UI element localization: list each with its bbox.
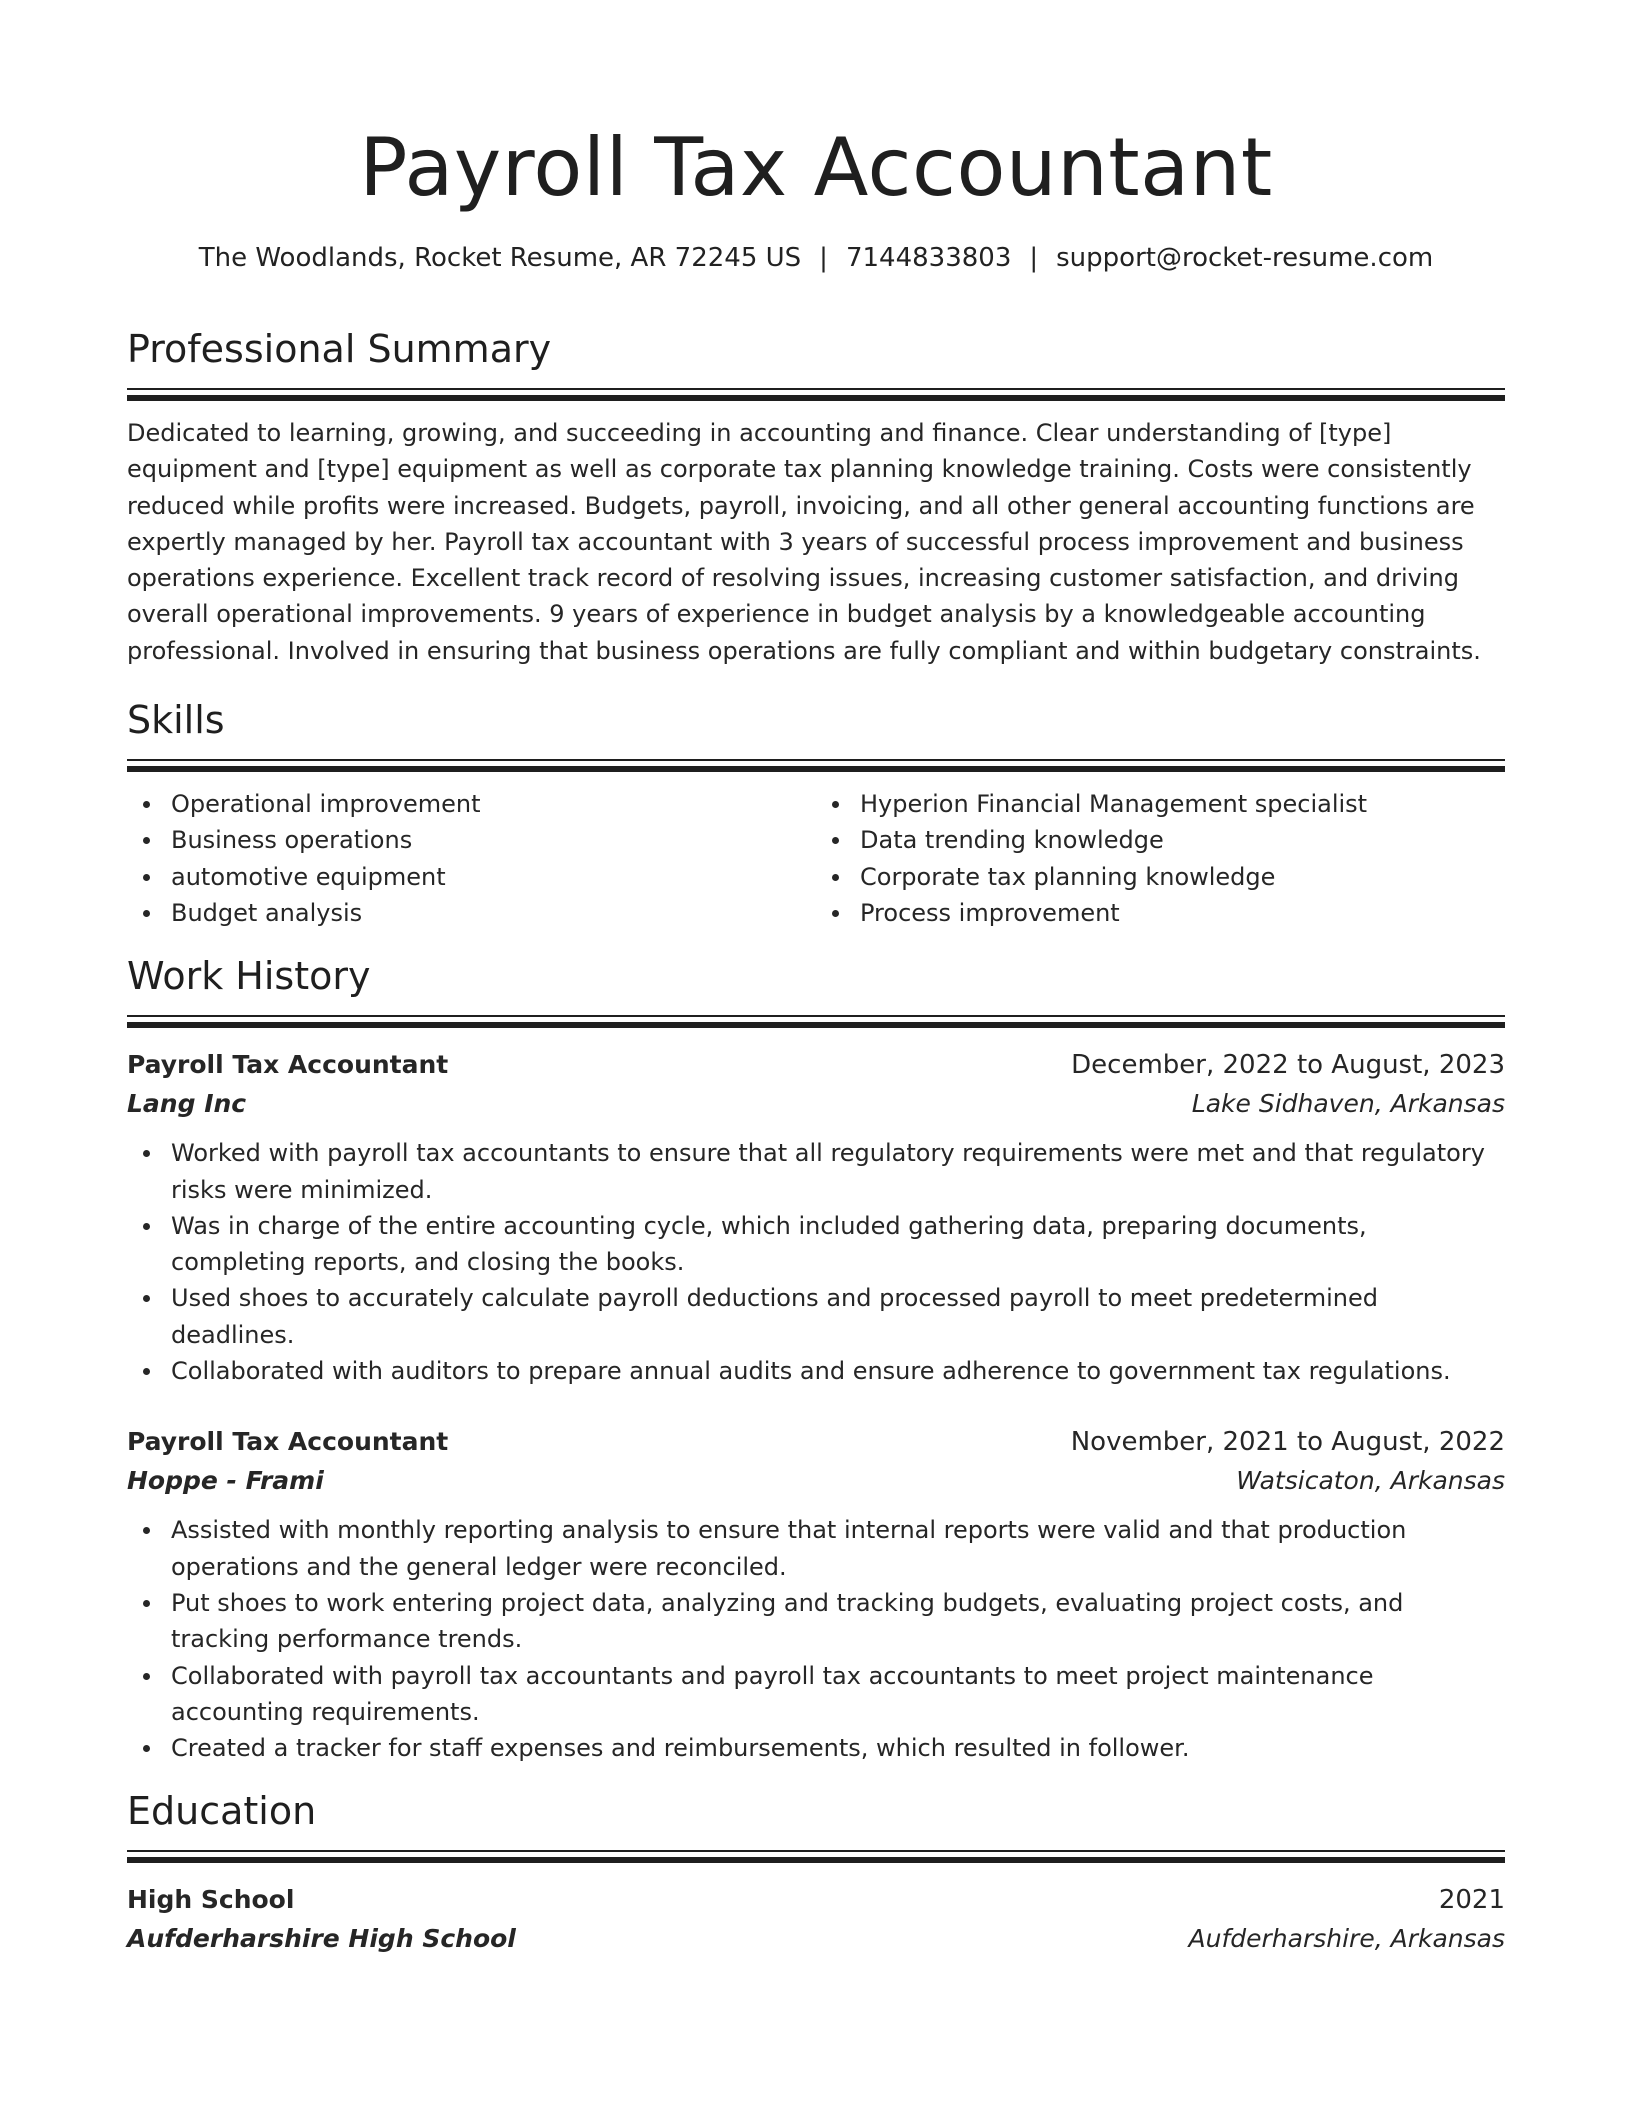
job-entry — [127, 1423, 1505, 1766]
job-dates: December, 2022 to August, 2023 — [1071, 1050, 1505, 1081]
job-bullet: Collaborated with auditors to prepare annual audits and ensure adherence to government tax regulations. — [127, 1353, 1505, 1389]
job-title: Payroll Tax Accountant — [127, 1427, 449, 1457]
phone: 7144833803 — [845, 243, 1012, 273]
skills-column-left — [127, 786, 816, 931]
school-location: Aufderharshire, Arkansas — [1188, 1924, 1505, 1954]
education-entry — [127, 1881, 1505, 1959]
education-year: 2021 — [1438, 1885, 1505, 1916]
job-bullet: Created a tracker for staff expenses and reimbursements, which resulted in follower. — [127, 1730, 1505, 1766]
work-history-section — [127, 953, 1505, 1766]
education-heading: Education — [127, 1789, 317, 1834]
section-divider — [127, 1015, 1505, 1028]
job-bullet: Worked with payroll tax accountants to ensure that all regulatory requirements were met and that regulatory risks were minimized. — [127, 1135, 1505, 1208]
skills-list — [127, 786, 1505, 931]
job-entry — [127, 1046, 1505, 1389]
job-bullet: Was in charge of the entire accounting cycle, which included gathering data, preparing documents, completing reports, and closing the books. — [127, 1208, 1505, 1281]
contact-line — [127, 240, 1505, 276]
company-name: Lang Inc — [127, 1089, 247, 1119]
address: The Woodlands, Rocket Resume, AR 72245 US — [198, 243, 802, 273]
company-name: Hoppe - Frami — [127, 1466, 324, 1496]
job-bullet: Collaborated with payroll tax accountants and payroll tax accountants to meet project maintenance accounting requirements. — [127, 1658, 1505, 1731]
degree: High School — [127, 1885, 295, 1915]
skill-item: Data trending knowledge — [816, 822, 1505, 858]
skill-item: Operational improvement — [127, 786, 816, 822]
school-name: Aufderharshire High School — [127, 1924, 516, 1954]
skills-column-right — [816, 786, 1505, 931]
summary-heading: Professional Summary — [127, 327, 552, 371]
email-link[interactable]: support@rocket-resume.com — [1056, 243, 1434, 273]
resume-name: Payroll Tax Accountant — [359, 121, 1273, 214]
job-bullet: Put shoes to work entering project data, analyzing and tracking budgets, evaluating project costs, and tracking performance trends. — [127, 1585, 1505, 1658]
summary-section — [127, 326, 1505, 669]
job-dates: November, 2021 to August, 2022 — [1070, 1427, 1505, 1458]
section-divider — [127, 1850, 1505, 1863]
job-location: Lake Sidhaven, Arkansas — [1191, 1089, 1505, 1119]
skill-item: Business operations — [127, 822, 816, 858]
skill-item: Corporate tax planning knowledge — [816, 859, 1505, 895]
contact-separator: | — [1029, 243, 1039, 273]
job-bullet: Assisted with monthly reporting analysis to ensure that internal reports were valid and that production operations and the general ledger were reconciled. — [127, 1512, 1505, 1585]
section-divider — [127, 759, 1505, 772]
skill-item: automotive equipment — [127, 859, 816, 895]
skill-item: Process improvement — [816, 895, 1505, 931]
section-divider — [127, 388, 1505, 401]
job-location: Watsicaton, Arkansas — [1236, 1466, 1505, 1496]
summary-text: Dedicated to learning, growing, and succeeding in accounting and finance. Clear understanding of [type] equipment and [type] equipment as well as corporate tax planning knowledge training. Costs were consistently reduced while profits were increased. Budgets, payroll, invoicing, and all other general accounting functions are expertly managed by her. Payroll tax accountant with 3 years of successful process improvement and business operations experience. Excellent track record of resolving issues, increasing customer satisfaction, and driving overall operational improvements. 9 years of experience in budget analysis by a knowledgeable accounting professional. Involved in ensuring that business operations are fully compliant and within budgetary constraints. — [127, 419, 1481, 665]
skills-heading: Skills — [127, 698, 225, 743]
contact-separator: | — [819, 243, 828, 273]
skills-section — [127, 697, 1505, 931]
skill-item: Budget analysis — [127, 895, 816, 931]
job-bullets — [127, 1135, 1505, 1389]
skill-item: Hyperion Financial Management specialist — [816, 786, 1505, 822]
work-history-heading: Work History — [127, 954, 371, 999]
job-bullet: Used shoes to accurately calculate payroll deductions and processed payroll to meet predetermined deadlines. — [127, 1280, 1505, 1353]
job-bullets — [127, 1512, 1505, 1766]
education-section — [127, 1788, 1505, 1959]
job-title: Payroll Tax Accountant — [127, 1050, 449, 1080]
